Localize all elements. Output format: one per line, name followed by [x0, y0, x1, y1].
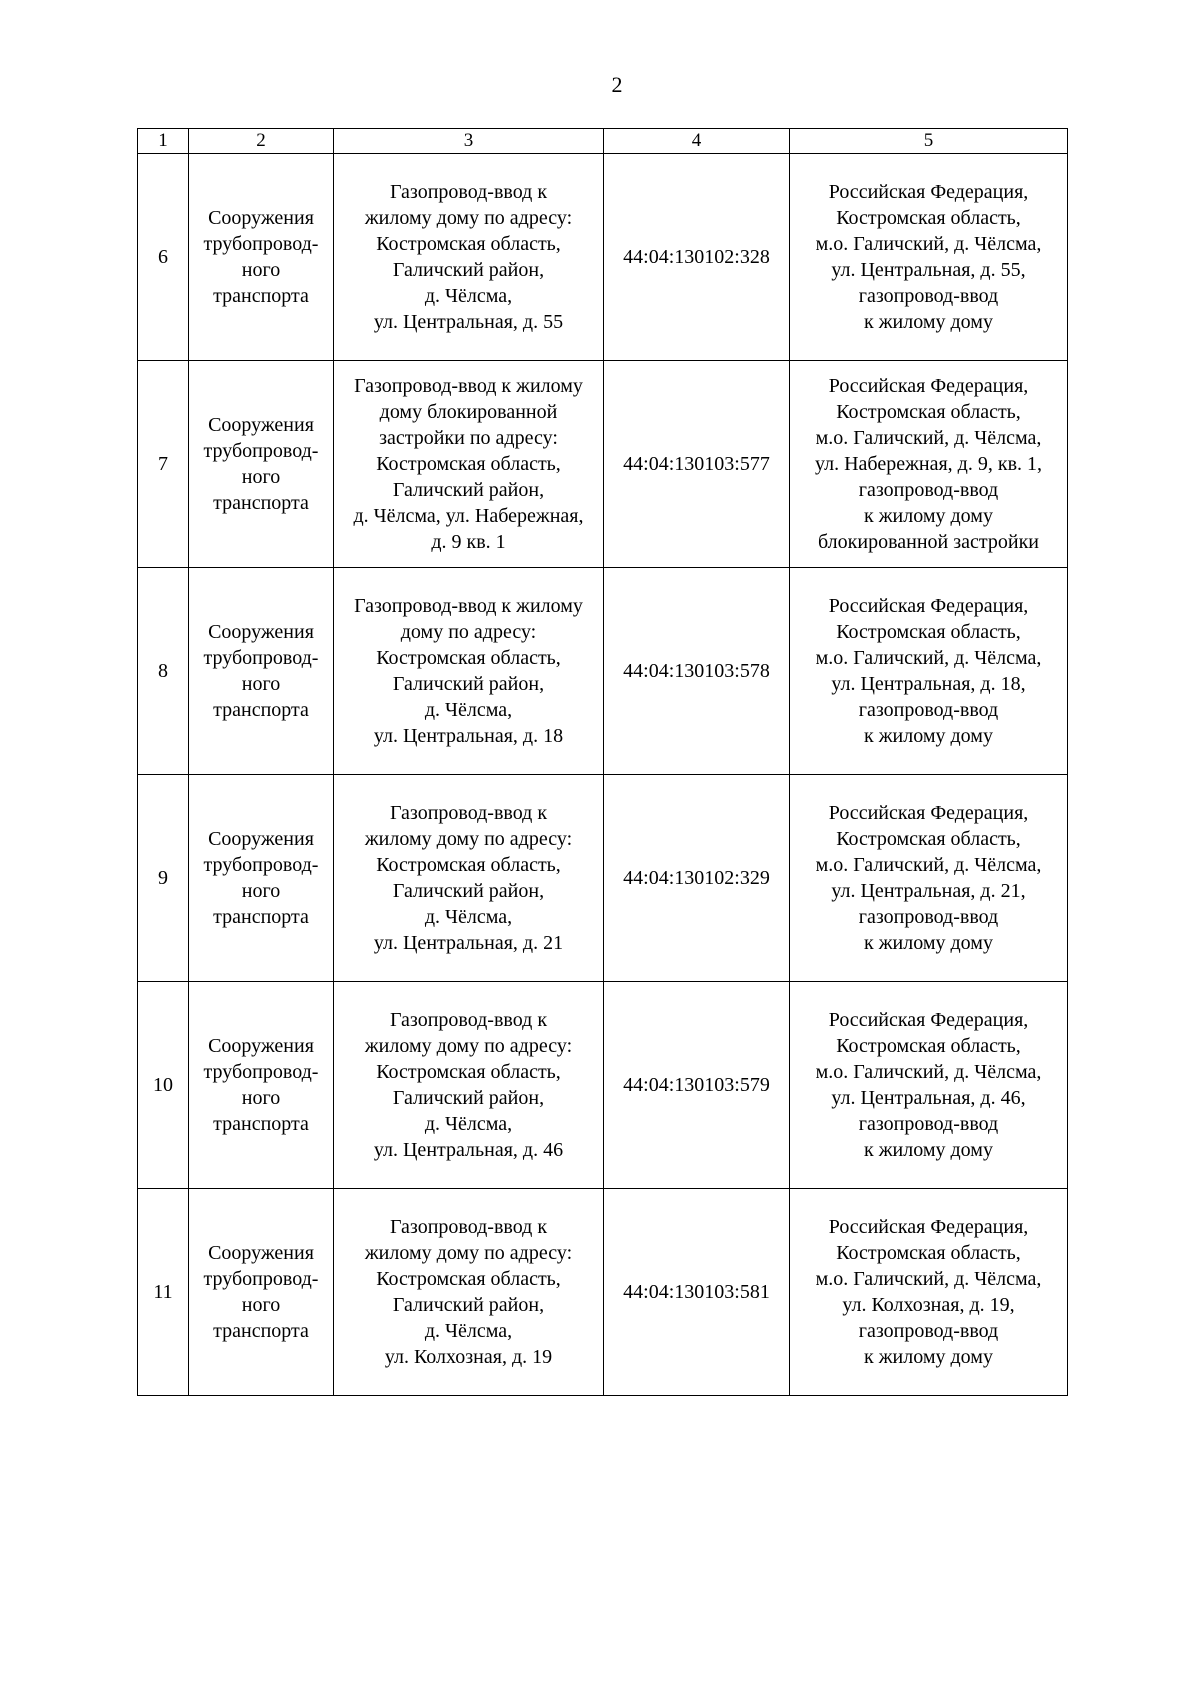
cell-address-line: ул. Набережная, д. 9, кв. 1,: [814, 453, 1043, 475]
header-col-1: 1: [138, 129, 189, 154]
cell-object-type-line: Сооружения: [208, 414, 314, 436]
cell-address-line: ул. Центральная, д. 55,: [831, 259, 1026, 281]
cell-object-name-line: застройки по адресу:: [379, 427, 558, 449]
cell-object-name-line: ул. Колхозная, д. 19: [384, 1346, 553, 1368]
cell-address-line: ул. Центральная, д. 46,: [831, 1087, 1026, 1109]
cell-address-line: Костромская область,: [836, 621, 1021, 643]
cell-address: [790, 361, 1068, 568]
cell-object-name-line: Газопровод-ввод к: [389, 802, 548, 824]
cell-object-type-line: Сооружения: [208, 828, 314, 850]
table-row: [138, 1189, 1068, 1396]
table-body: [138, 154, 1068, 1396]
cell-object-name-line: Костромская область,: [376, 647, 561, 669]
cell-address-line: ул. Колхозная, д. 19,: [842, 1294, 1015, 1316]
cell-object-type-line: трубопровод-: [203, 1061, 319, 1083]
cell-address-line: газопровод-ввод: [858, 285, 999, 307]
cell-object-name-line: д. Чёлсма, ул. Набережная,: [353, 505, 584, 527]
cell-address: [790, 154, 1068, 361]
cell-object-type: [189, 982, 334, 1189]
cell-address-line: Российская Федерация,: [828, 1009, 1029, 1031]
cell-cadastral-number: 44:04:130102:328: [604, 154, 790, 361]
cell-object-name-line: жилому дому по адресу:: [364, 1242, 573, 1264]
cell-object-type-line: транспорта: [213, 492, 309, 514]
cell-object-type-line: ного: [241, 1294, 281, 1316]
table-row: [138, 361, 1068, 568]
cell-address-line: ул. Центральная, д. 18,: [831, 673, 1026, 695]
cell-object-type-line: трубопровод-: [203, 647, 319, 669]
cell-object-name-line: ул. Центральная, д. 55: [373, 311, 564, 333]
cell-object-type-line: ного: [241, 880, 281, 902]
cell-object-type-line: трубопровод-: [203, 440, 319, 462]
header-col-2: 2: [189, 129, 334, 154]
cell-address-line: газопровод-ввод: [858, 479, 999, 501]
cell-object-name-line: ул. Центральная, д. 46: [373, 1139, 564, 1161]
cell-address-line: к жилому дому: [864, 311, 993, 333]
cell-object-type-line: Сооружения: [208, 621, 314, 643]
table-row: [138, 154, 1068, 361]
cell-address-line: Костромская область,: [836, 828, 1021, 850]
cell-object-type-line: транспорта: [213, 1320, 309, 1342]
cell-object-name-line: Газопровод-ввод к: [389, 1216, 548, 1238]
table-row: [138, 568, 1068, 775]
cell-address-line: ул. Центральная, д. 21,: [831, 880, 1026, 902]
cell-object-name-line: Галичский район,: [392, 479, 545, 501]
cell-object-name-line: ул. Центральная, д. 18: [373, 725, 564, 747]
table-row: [138, 775, 1068, 982]
cell-address-line: блокированной застройки: [817, 531, 1039, 553]
cell-object-name-line: Галичский район,: [392, 880, 545, 902]
cell-object-type-line: ного: [241, 673, 281, 695]
cell-address: [790, 775, 1068, 982]
cell-address-line: Костромская область,: [836, 401, 1021, 423]
cell-object-name-line: Газопровод-ввод к жилому: [354, 375, 583, 397]
cell-object-type-line: ного: [241, 466, 281, 488]
cell-number: 7: [138, 361, 189, 568]
cell-object-name-line: жилому дому по адресу:: [364, 828, 573, 850]
cell-object-type-line: Сооружения: [208, 1035, 314, 1057]
cell-cadastral-number: 44:04:130103:578: [604, 568, 790, 775]
cell-object-type-line: ного: [241, 1087, 281, 1109]
cell-object-name: [334, 361, 604, 568]
cell-object-type-line: транспорта: [213, 1113, 309, 1135]
cell-address-line: газопровод-ввод: [858, 1320, 999, 1342]
cell-object-name: [334, 982, 604, 1189]
cell-object-type-line: транспорта: [213, 699, 309, 721]
cell-object-type-line: транспорта: [213, 906, 309, 928]
cell-object-type-line: трубопровод-: [203, 854, 319, 876]
cell-object-name-line: Галичский район,: [392, 259, 545, 281]
cell-object-type-line: транспорта: [213, 285, 309, 307]
cell-object-name-line: Костромская область,: [376, 233, 561, 255]
cell-object-name-line: Костромская область,: [376, 1061, 561, 1083]
cell-object-name-line: д. Чёлсма,: [424, 285, 513, 307]
cell-object-name-line: дому по адресу:: [400, 621, 537, 643]
cell-address-line: к жилому дому: [864, 1139, 993, 1161]
cell-address-line: Костромская область,: [836, 1035, 1021, 1057]
cell-cadastral-number: 44:04:130103:579: [604, 982, 790, 1189]
cell-address-line: Российская Федерация,: [828, 1216, 1029, 1238]
cell-address: [790, 568, 1068, 775]
cell-address-line: м.о. Галичский, д. Чёлсма,: [815, 427, 1042, 449]
cell-object-name-line: ул. Центральная, д. 21: [373, 932, 564, 954]
header-col-3: 3: [334, 129, 604, 154]
cell-address-line: Костромская область,: [836, 1242, 1021, 1264]
cell-address-line: к жилому дому: [864, 725, 993, 747]
cell-object-type-line: ного: [241, 259, 281, 281]
cell-number: 10: [138, 982, 189, 1189]
cell-address-line: к жилому дому: [864, 1346, 993, 1368]
table-row: [138, 982, 1068, 1189]
cell-object-type: [189, 1189, 334, 1396]
cell-object-name-line: д. Чёлсма,: [424, 1320, 513, 1342]
cell-object-name-line: Костромская область,: [376, 453, 561, 475]
cell-object-name-line: д. Чёлсма,: [424, 699, 513, 721]
page-number: 2: [611, 72, 623, 97]
cell-address-line: м.о. Галичский, д. Чёлсма,: [815, 647, 1042, 669]
cell-object-name-line: Галичский район,: [392, 1087, 545, 1109]
cell-object-name: [334, 568, 604, 775]
cell-address-line: м.о. Галичский, д. Чёлсма,: [815, 233, 1042, 255]
cell-address-line: м.о. Галичский, д. Чёлсма,: [815, 854, 1042, 876]
cell-number: 8: [138, 568, 189, 775]
cell-object-type: [189, 568, 334, 775]
cell-object-type-line: Сооружения: [208, 1242, 314, 1264]
cell-object-type-line: трубопровод-: [203, 1268, 319, 1290]
cell-object-type: [189, 361, 334, 568]
cell-object-name: [334, 154, 604, 361]
cell-address-line: м.о. Галичский, д. Чёлсма,: [815, 1061, 1042, 1083]
cell-object-name-line: Газопровод-ввод к жилому: [354, 595, 583, 617]
cell-object-type: [189, 775, 334, 982]
header-row: [138, 129, 1068, 154]
cell-address-line: газопровод-ввод: [858, 1113, 999, 1135]
cell-number: 11: [138, 1189, 189, 1396]
cell-object-name-line: Костромская область,: [376, 854, 561, 876]
cell-object-name-line: жилому дому по адресу:: [364, 1035, 573, 1057]
cell-address-line: Российская Федерация,: [828, 802, 1029, 824]
cell-address: [790, 1189, 1068, 1396]
table-header: [138, 129, 1068, 154]
cell-address-line: Российская Федерация,: [828, 595, 1029, 617]
header-col-5: 5: [790, 129, 1068, 154]
cell-object-name-line: д. Чёлсма,: [424, 906, 513, 928]
cell-address-line: газопровод-ввод: [858, 906, 999, 928]
cell-address-line: Костромская область,: [836, 207, 1021, 229]
registry-table: [137, 128, 1068, 1396]
cell-object-type-line: трубопровод-: [203, 233, 319, 255]
cell-address-line: к жилому дому: [864, 932, 993, 954]
cell-object-name-line: д. 9 кв. 1: [431, 531, 506, 553]
cell-object-name: [334, 775, 604, 982]
cell-cadastral-number: 44:04:130103:581: [604, 1189, 790, 1396]
cell-object-name-line: Костромская область,: [376, 1268, 561, 1290]
cell-object-type: [189, 154, 334, 361]
cell-address-line: Российская Федерация,: [828, 375, 1029, 397]
cell-object-name-line: Галичский район,: [392, 673, 545, 695]
cell-object-name-line: Газопровод-ввод к: [389, 181, 548, 203]
cell-object-name-line: Газопровод-ввод к: [389, 1009, 548, 1031]
cell-address: [790, 982, 1068, 1189]
cell-address-line: газопровод-ввод: [858, 699, 999, 721]
cell-object-name-line: Галичский район,: [392, 1294, 545, 1316]
cell-number: 6: [138, 154, 189, 361]
header-col-4: 4: [604, 129, 790, 154]
cell-object-name: [334, 1189, 604, 1396]
cell-address-line: м.о. Галичский, д. Чёлсма,: [815, 1268, 1042, 1290]
cell-number: 9: [138, 775, 189, 982]
cell-cadastral-number: 44:04:130103:577: [604, 361, 790, 568]
cell-object-type-line: Сооружения: [208, 207, 314, 229]
cell-object-name-line: д. Чёлсма,: [424, 1113, 513, 1135]
cell-object-name-line: жилому дому по адресу:: [364, 207, 573, 229]
cell-address-line: к жилому дому: [864, 505, 993, 527]
cell-object-name-line: дому блокированной: [379, 401, 558, 423]
cell-address-line: Российская Федерация,: [828, 181, 1029, 203]
cell-cadastral-number: 44:04:130102:329: [604, 775, 790, 982]
